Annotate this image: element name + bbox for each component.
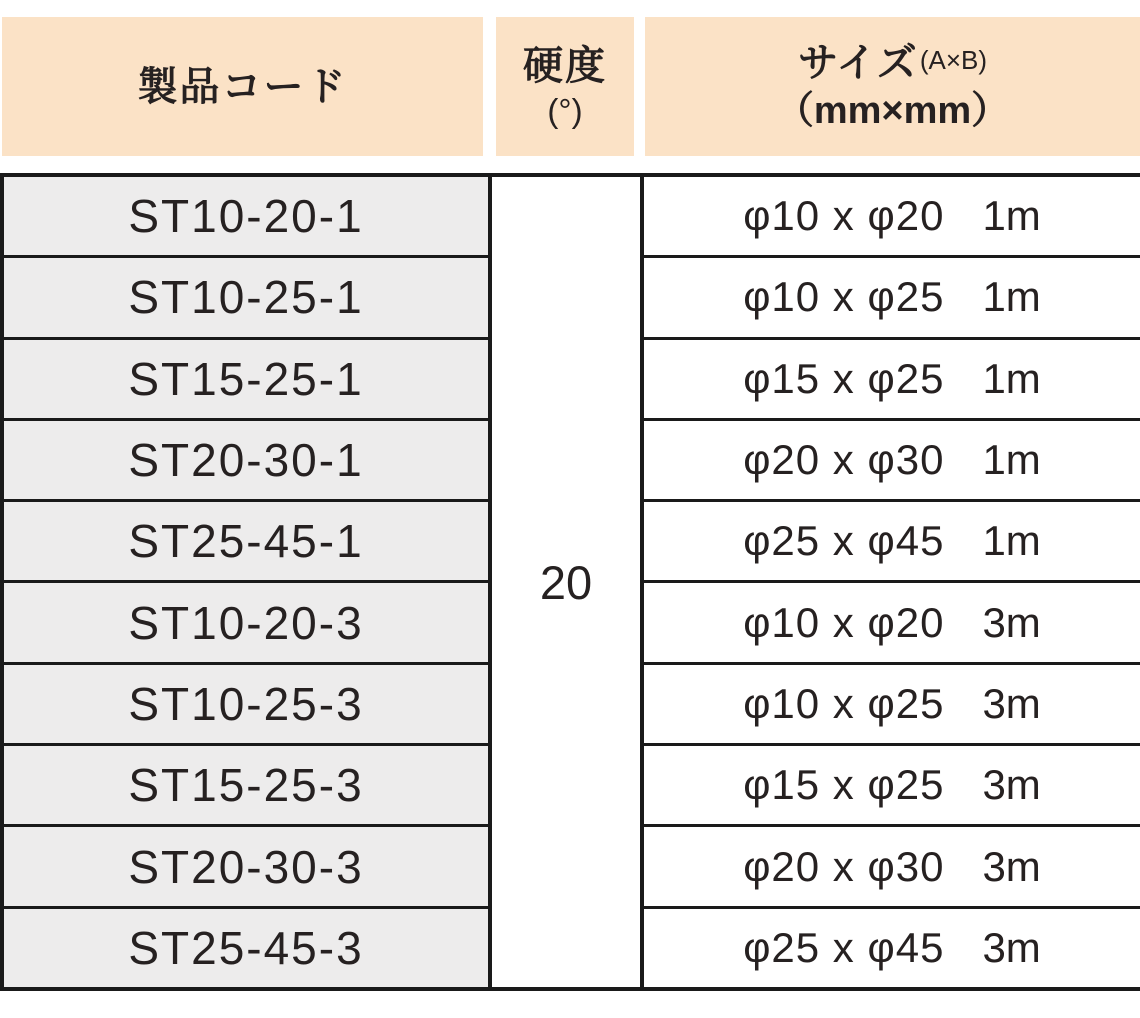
size-dims: φ20 x φ30 — [743, 842, 945, 890]
table-row-code — [4, 662, 488, 743]
product-code: ST15-25-3 — [128, 759, 364, 812]
product-code: ST10-25-3 — [128, 677, 364, 730]
size-length: 3m — [982, 923, 1041, 971]
header-hardness — [496, 17, 634, 156]
header-product-code — [2, 17, 483, 156]
size-dims: φ10 x φ20 — [743, 192, 945, 240]
header-size-line1 — [798, 39, 987, 87]
size-dims: φ10 x φ25 — [743, 679, 945, 727]
product-code: ST10-20-3 — [128, 596, 364, 649]
size-dims: φ25 x φ45 — [743, 517, 945, 565]
header-size-label: サイズ — [798, 40, 918, 85]
size-length: 1m — [982, 354, 1041, 402]
size-length: 3m — [982, 761, 1041, 809]
table-row-size — [644, 580, 1140, 661]
product-code: ST15-25-1 — [128, 352, 364, 405]
size-length: 1m — [982, 436, 1041, 484]
table-row-size — [644, 255, 1140, 336]
table-row-code — [4, 499, 488, 580]
column-product-codes — [0, 173, 492, 991]
table-row-code — [4, 743, 488, 824]
table-row-code — [4, 906, 488, 987]
header-size — [645, 17, 1140, 156]
header-product-code-label: 製品コード — [137, 64, 348, 109]
table-row-code — [4, 418, 488, 499]
size-length: 1m — [982, 273, 1041, 321]
product-code: ST25-45-3 — [128, 921, 364, 974]
product-code: ST20-30-1 — [128, 434, 364, 487]
table-row-code — [4, 255, 488, 336]
column-sizes — [644, 173, 1140, 991]
header-size-unit: （mm×mm） — [775, 89, 1010, 132]
table-row-code — [4, 824, 488, 905]
size-dims: φ15 x φ25 — [743, 761, 945, 809]
table-row-code — [4, 337, 488, 418]
product-code: ST20-30-3 — [128, 840, 364, 893]
column-hardness — [492, 173, 644, 991]
size-dims: φ10 x φ20 — [743, 598, 945, 646]
table-row-size — [644, 824, 1140, 905]
table-row-size — [644, 743, 1140, 824]
size-length: 1m — [982, 517, 1041, 565]
size-length: 1m — [982, 192, 1041, 240]
data-grid — [0, 173, 1140, 991]
size-length: 3m — [982, 598, 1041, 646]
table-row-code — [4, 580, 488, 661]
table-row-size — [644, 177, 1140, 255]
size-length: 3m — [982, 842, 1041, 890]
size-dims: φ10 x φ25 — [743, 273, 945, 321]
product-code: ST10-25-1 — [128, 271, 364, 324]
header-size-sup: (A×B) — [919, 44, 987, 75]
product-code: ST25-45-1 — [128, 515, 364, 568]
table-row-size — [644, 337, 1140, 418]
size-dims: φ20 x φ30 — [743, 436, 945, 484]
header-hardness-unit: (°) — [547, 91, 583, 129]
table-row-code — [4, 177, 488, 255]
header-hardness-label: 硬度 — [523, 43, 607, 88]
table-row-size — [644, 906, 1140, 987]
hardness-value: 20 — [539, 555, 593, 609]
table-row-size — [644, 418, 1140, 499]
size-dims: φ25 x φ45 — [743, 923, 945, 971]
product-code: ST10-20-1 — [128, 190, 364, 243]
size-length: 3m — [982, 679, 1041, 727]
size-dims: φ15 x φ25 — [743, 354, 945, 402]
table-row-size — [644, 499, 1140, 580]
table-row-size — [644, 662, 1140, 743]
